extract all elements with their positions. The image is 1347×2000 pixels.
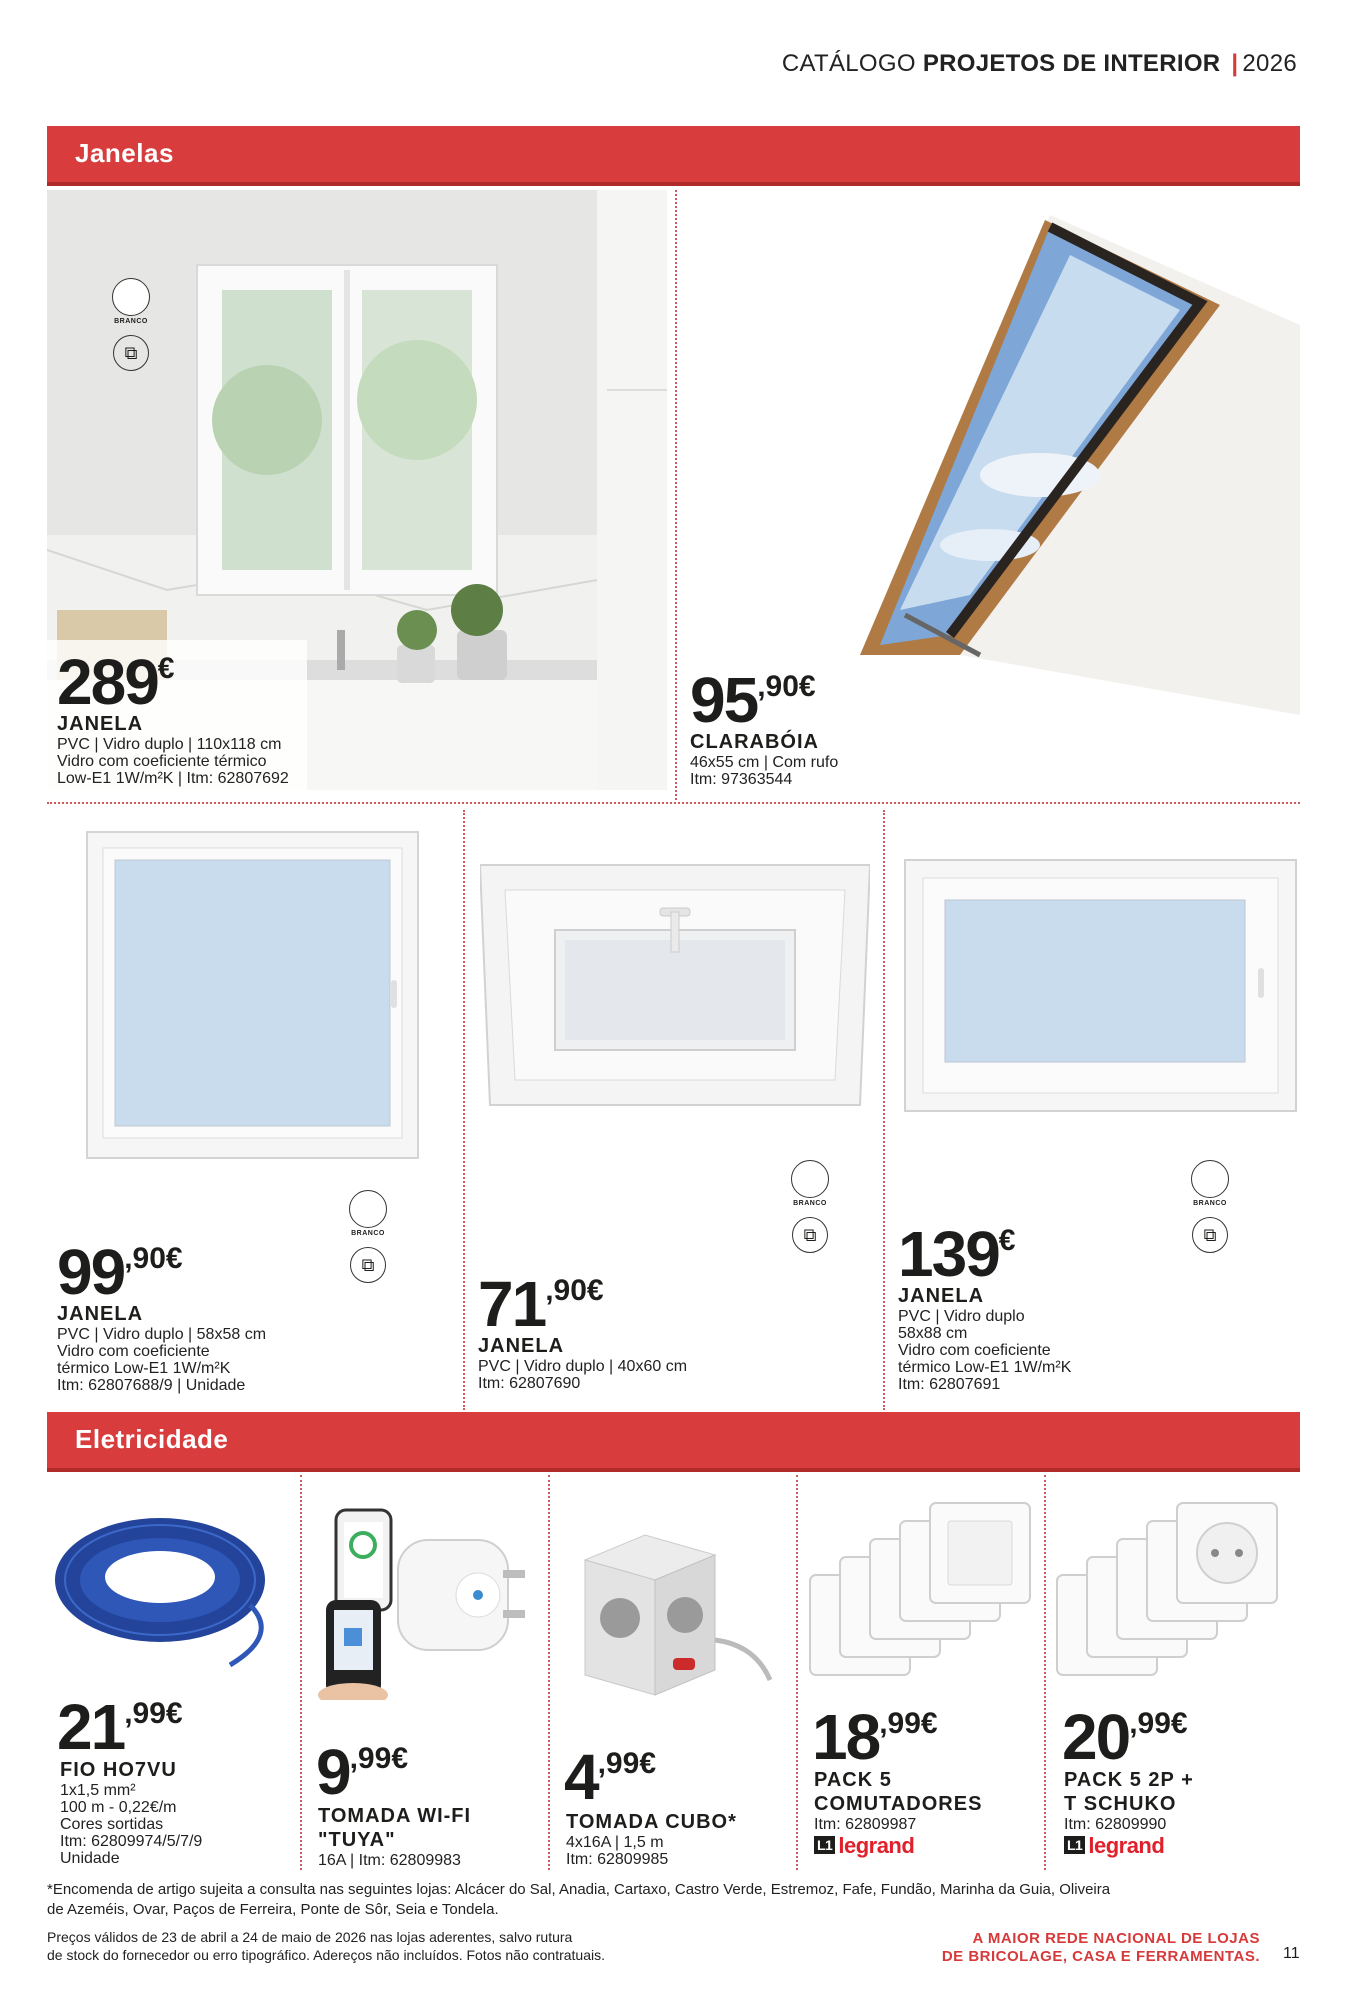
- footer-validity-line: de stock do fornecedor ou erro tipográfico. Adereços não incluídos. Fotos não contratuais.: [47, 1947, 605, 1963]
- desc-line: 4x16A | 1,5 m: [566, 1834, 664, 1851]
- smart-plug-photo: [308, 1500, 543, 1700]
- cable-coil-photo: [50, 1505, 290, 1675]
- window-58-illustration: [85, 830, 420, 1160]
- desc-line: PVC | Vidro duplo | 40x60 cm: [478, 1358, 688, 1375]
- desc-line: PVC | Vidro duplo | 58x58 cm: [57, 1326, 267, 1343]
- product-name: PACK 5: [814, 1769, 892, 1791]
- footer-tagline: [860, 1930, 1260, 1966]
- swatch-label: BRANCO: [351, 1230, 385, 1237]
- section-title-windows: Janelas: [75, 138, 174, 168]
- window-88-illustration: [903, 858, 1298, 1113]
- product-name: TOMADA WI-FI: [318, 1805, 472, 1827]
- info-tomada-wifi: [318, 1804, 471, 1869]
- window-opening-icon: ⧉: [113, 335, 149, 371]
- swatch-label: BRANCO: [1193, 1200, 1227, 1207]
- footer-validity-line: Preços válidos de 23 de abril a 24 de maio de 2026 nas lojas aderentes, salvo rutura: [47, 1929, 573, 1945]
- swatch-label: BRANCO: [793, 1200, 827, 1207]
- header-year: 2026: [1242, 50, 1297, 77]
- footer-note-line: *Encomenda de artigo sujeita a consulta nas seguintes lojas: Alcácer do Sal, Anadia, Cartaxo, Castro Verde, Estremoz, Fafe, Fundão, Marinha da Guia, Oliveira: [47, 1881, 1111, 1898]
- desc-line: 16A | Itm: 62809983: [318, 1852, 461, 1869]
- divider: [675, 190, 677, 800]
- color-swatch-janela-110: [106, 278, 156, 371]
- price-janela-58: 99,90€: [57, 1236, 183, 1308]
- cube-socket-illustration: [565, 1530, 785, 1710]
- desc-line: Itm: 97363544: [690, 771, 793, 788]
- info-pack-schuko: [1064, 1768, 1194, 1859]
- skylight-illustration: [860, 215, 1300, 715]
- product-name: FIO HO7VU: [60, 1759, 177, 1781]
- price-tomada-cubo: 4,99€: [564, 1741, 656, 1813]
- schuko-pack-illustration: [1055, 1495, 1300, 1685]
- desc-line: Itm: 62807691: [898, 1376, 1001, 1393]
- schuko-pack-photo: [1055, 1495, 1300, 1685]
- desc-line: Vidro com coeficiente: [57, 1343, 210, 1360]
- product-name: JANELA: [898, 1285, 985, 1307]
- cube-socket-photo: [565, 1530, 785, 1710]
- white-color-dot: [349, 1190, 387, 1228]
- desc-line: 58x88 cm: [898, 1325, 968, 1342]
- window-58-photo: [85, 830, 420, 1160]
- white-color-dot: [1191, 1160, 1229, 1198]
- color-swatch-janela-88: [1185, 1160, 1235, 1253]
- desc-line: Vidro com coeficiente: [898, 1342, 1051, 1359]
- header-title: PROJETOS DE INTERIOR: [922, 50, 1221, 77]
- desc-line: térmico Low-E1 1W/m²K: [898, 1359, 1072, 1376]
- info-janela-40: [478, 1334, 687, 1392]
- divider: [47, 802, 1300, 804]
- window-40-photo: [480, 860, 870, 1110]
- color-swatch-janela-40: [785, 1160, 835, 1253]
- white-color-dot: [112, 278, 150, 316]
- product-name: PACK 5 2P +: [1064, 1769, 1194, 1791]
- desc-line: 1x1,5 mm²: [60, 1782, 136, 1799]
- legrand-logo: L1 legrand: [814, 1833, 982, 1859]
- price-pack-schuko: 20,99€: [1062, 1701, 1188, 1773]
- divider: [548, 1475, 550, 1870]
- desc-line: Itm: 62809985: [566, 1851, 669, 1868]
- desc-line: Itm: 62809974/5/7/9: [60, 1833, 203, 1850]
- product-name: JANELA: [57, 713, 144, 735]
- section-title-electricity: Eletricidade: [75, 1424, 229, 1454]
- window-40-illustration: [480, 860, 870, 1110]
- desc-line: PVC | Vidro duplo | 110x118 cm: [57, 736, 282, 753]
- smart-plug-illustration: [308, 1500, 543, 1700]
- price-claraboia: 95,90€: [690, 664, 816, 736]
- footer-note-line: de Azeméis, Ovar, Paços de Ferreira, Ponte de Sôr, Seia e Tondela.: [47, 1901, 499, 1918]
- divider: [1044, 1475, 1046, 1870]
- skylight-photo: [860, 215, 1300, 715]
- product-name: TOMADA CUBO*: [566, 1811, 737, 1833]
- product-name: JANELA: [478, 1335, 565, 1357]
- price-janela-40: 71,90€: [478, 1268, 604, 1340]
- product-name: COMUTADORES: [814, 1793, 983, 1815]
- page-number: 11: [1283, 1945, 1300, 1962]
- section-band-windows: [47, 126, 1300, 186]
- price-janela-88: 139€: [898, 1218, 1016, 1290]
- cable-coil-illustration: [50, 1505, 290, 1675]
- desc-line: Unidade: [60, 1850, 120, 1867]
- divider: [796, 1475, 798, 1870]
- tagline-line: DE BRICOLAGE, CASA E FERRAMENTAS.: [941, 1948, 1260, 1965]
- price-tomada-wifi: 9,99€: [316, 1736, 408, 1808]
- window-opening-icon: ⧉: [792, 1217, 828, 1253]
- price-janela-110: 289€: [57, 646, 175, 718]
- desc-line: 100 m - 0,22€/m: [60, 1799, 177, 1816]
- window-opening-icon: ⧉: [1192, 1217, 1228, 1253]
- window-opening-icon: ⧉: [350, 1247, 386, 1283]
- product-name: T SCHUKO: [1064, 1793, 1177, 1815]
- desc-line: Vidro com coeficiente térmico: [57, 753, 267, 770]
- info-janela-58: [57, 1302, 266, 1394]
- info-fio: [60, 1758, 202, 1867]
- catalog-header: [782, 50, 1297, 78]
- product-name: "TUYA": [318, 1829, 396, 1851]
- footer-notes: [47, 1880, 1300, 1920]
- desc-line: Low-E1 1W/m²K | Itm: 62807692: [57, 770, 289, 787]
- desc-line: Itm: 62809990: [1064, 1816, 1167, 1833]
- info-janela-110: [57, 712, 289, 787]
- footer-validity: [47, 1928, 767, 1964]
- header-prefix: CATÁLOGO: [781, 50, 916, 77]
- price-pack-comutadores: 18,99€: [812, 1701, 938, 1773]
- price-fio: 21,99€: [57, 1691, 183, 1763]
- tagline-line: A MAIOR REDE NACIONAL DE LOJAS: [972, 1930, 1260, 1947]
- divider: [300, 1475, 302, 1870]
- desc-line: PVC | Vidro duplo: [898, 1308, 1025, 1325]
- color-swatch-janela-58: [343, 1190, 393, 1283]
- divider: [463, 810, 465, 1410]
- white-color-dot: [791, 1160, 829, 1198]
- swatch-label: BRANCO: [114, 318, 148, 325]
- info-janela-88: [898, 1284, 1071, 1393]
- info-claraboia: [690, 730, 838, 788]
- info-tomada-cubo: [566, 1810, 737, 1868]
- legrand-logo: L1 legrand: [1064, 1833, 1194, 1859]
- window-88-photo: [903, 858, 1298, 1113]
- desc-line: Itm: 62809987: [814, 1816, 917, 1833]
- desc-line: Cores sortidas: [60, 1816, 164, 1833]
- desc-line: Itm: 62807690: [478, 1375, 581, 1392]
- desc-line: 46x55 cm | Com rufo: [690, 754, 839, 771]
- desc-line: térmico Low-E1 1W/m²K: [57, 1360, 231, 1377]
- product-name: JANELA: [57, 1303, 144, 1325]
- switch-pack-photo: [808, 1495, 1038, 1685]
- divider: [883, 810, 885, 1410]
- desc-line: Itm: 62807688/9 | Unidade: [57, 1377, 246, 1394]
- header-separator: |: [1231, 50, 1239, 77]
- info-pack-comutadores: [814, 1768, 982, 1859]
- product-name: CLARABÓIA: [690, 731, 819, 753]
- switch-pack-illustration: [808, 1495, 1038, 1685]
- section-band-electricity: [47, 1412, 1300, 1472]
